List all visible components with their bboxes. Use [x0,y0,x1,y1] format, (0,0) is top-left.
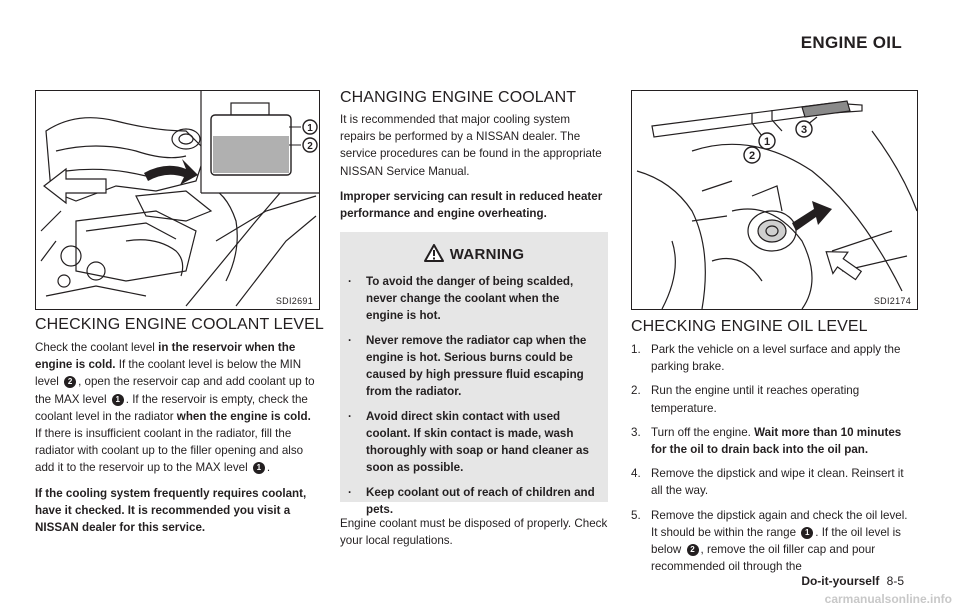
warning-item: . To avoid the danger of being scalded, never change the coolant when the engine is hot. [340,273,596,324]
list-item: 5. Remove the dipstick again and check the oil level. It should be within the range 1 . If the oil level is below 2 , remove the oil filler cap and pour recommended oil through the [631,508,908,574]
callout-label: 3 [800,124,808,136]
warning-list [340,273,608,518]
arrow-icon [792,201,832,231]
coolant-service-note: If the cooling system frequently requires coolant, have it checked. It is recommended you visit a NISSAN dealer for this service. [35,486,307,535]
callout-badge: 1 [801,527,813,539]
arrow-icon [144,159,198,185]
page-footer [801,574,904,588]
warning-box [340,232,608,516]
callout-badge: 2 [64,376,76,388]
coolant-level-paragraph: Check the coolant level in the reservoir when the engine is cold. If the coolant level is below the MIN level 2 , open the reservoir cap and add coolant up to the MAX level 1 . If the reservoir is empty, check the coolant level in the radiator when the engine is cold. If there is insufficient coolant in the radiator, fill the radiator with coolant up to the filler opening and also add it to the reservoir up to the MAX level 1 . [35,341,315,475]
warning-item: . Avoid direct skin contact with used coolant. If skin contact is made, wash thoroughly with soap or hand cleaner as soon as possible. [340,408,596,476]
callout-badge: 1 [112,394,124,406]
arrow-icon [818,242,866,286]
warning-item: . Never remove the radiator cap when the engine is hot. Serious burns could be caused by high pressure fluid escaping from the radiator. [340,332,596,400]
coolant-level-heading: CHECKING ENGINE COOLANT LEVEL [35,316,324,333]
warning-header: WARNING [340,244,608,263]
section-title: ENGINE OIL [800,33,902,52]
changing-coolant-paragraph: It is recommended that major cooling system repairs be performed by a NISSAN dealer. The service procedures can be found in the appropriate NISSAN Service Manual. [340,113,602,178]
changing-coolant-text [340,111,608,222]
callout-label: 2 [307,141,313,152]
warning-triangle-icon [424,244,444,262]
callout-badge: 2 [687,544,699,556]
callout-badge: 1 [253,462,265,474]
list-item: 4. Remove the dipstick and wipe it clean. Reinsert it all the way. [631,467,904,498]
disposal-note: Engine coolant must be disposed of properly. Check your local regulations. [340,517,608,548]
list-item: 2. Run the engine until it reaches operating temperature. [631,384,860,415]
improper-servicing-note: Improper servicing can result in reduced heater performance and engine overheating. [340,189,603,221]
arrow-icon [44,169,106,203]
warning-item: . Keep coolant out of reach of children and pets. [340,484,596,518]
list-item: 3. Turn off the engine. Wait more than 10 minutes for the oil to drain back into the oil pan. [631,425,902,457]
callout-label: 1 [307,123,313,134]
footer-section-label: Do-it-yourself [801,574,880,588]
oil-level-heading: CHECKING ENGINE OIL LEVEL [631,318,868,335]
figure-code: SDI2174 [873,296,911,306]
callout-label: 2 [748,150,756,162]
watermark: carmanualsonline.info [824,592,952,606]
engine-bay-illustration [36,91,319,309]
coolant-level-text [35,339,318,536]
changing-coolant-heading: CHANGING ENGINE COOLANT [340,89,577,106]
callout-label: 1 [763,136,771,148]
figure-code: SDI2691 [275,296,313,306]
page-number: 8-5 [886,574,904,588]
dipstick-figure [631,90,918,310]
dipstick-illustration [632,91,917,309]
coolant-reservoir-figure [35,90,320,310]
list-item: 1. Park the vehicle on a level surface and apply the parking brake. [631,343,901,374]
oil-level-steps [631,341,916,582]
